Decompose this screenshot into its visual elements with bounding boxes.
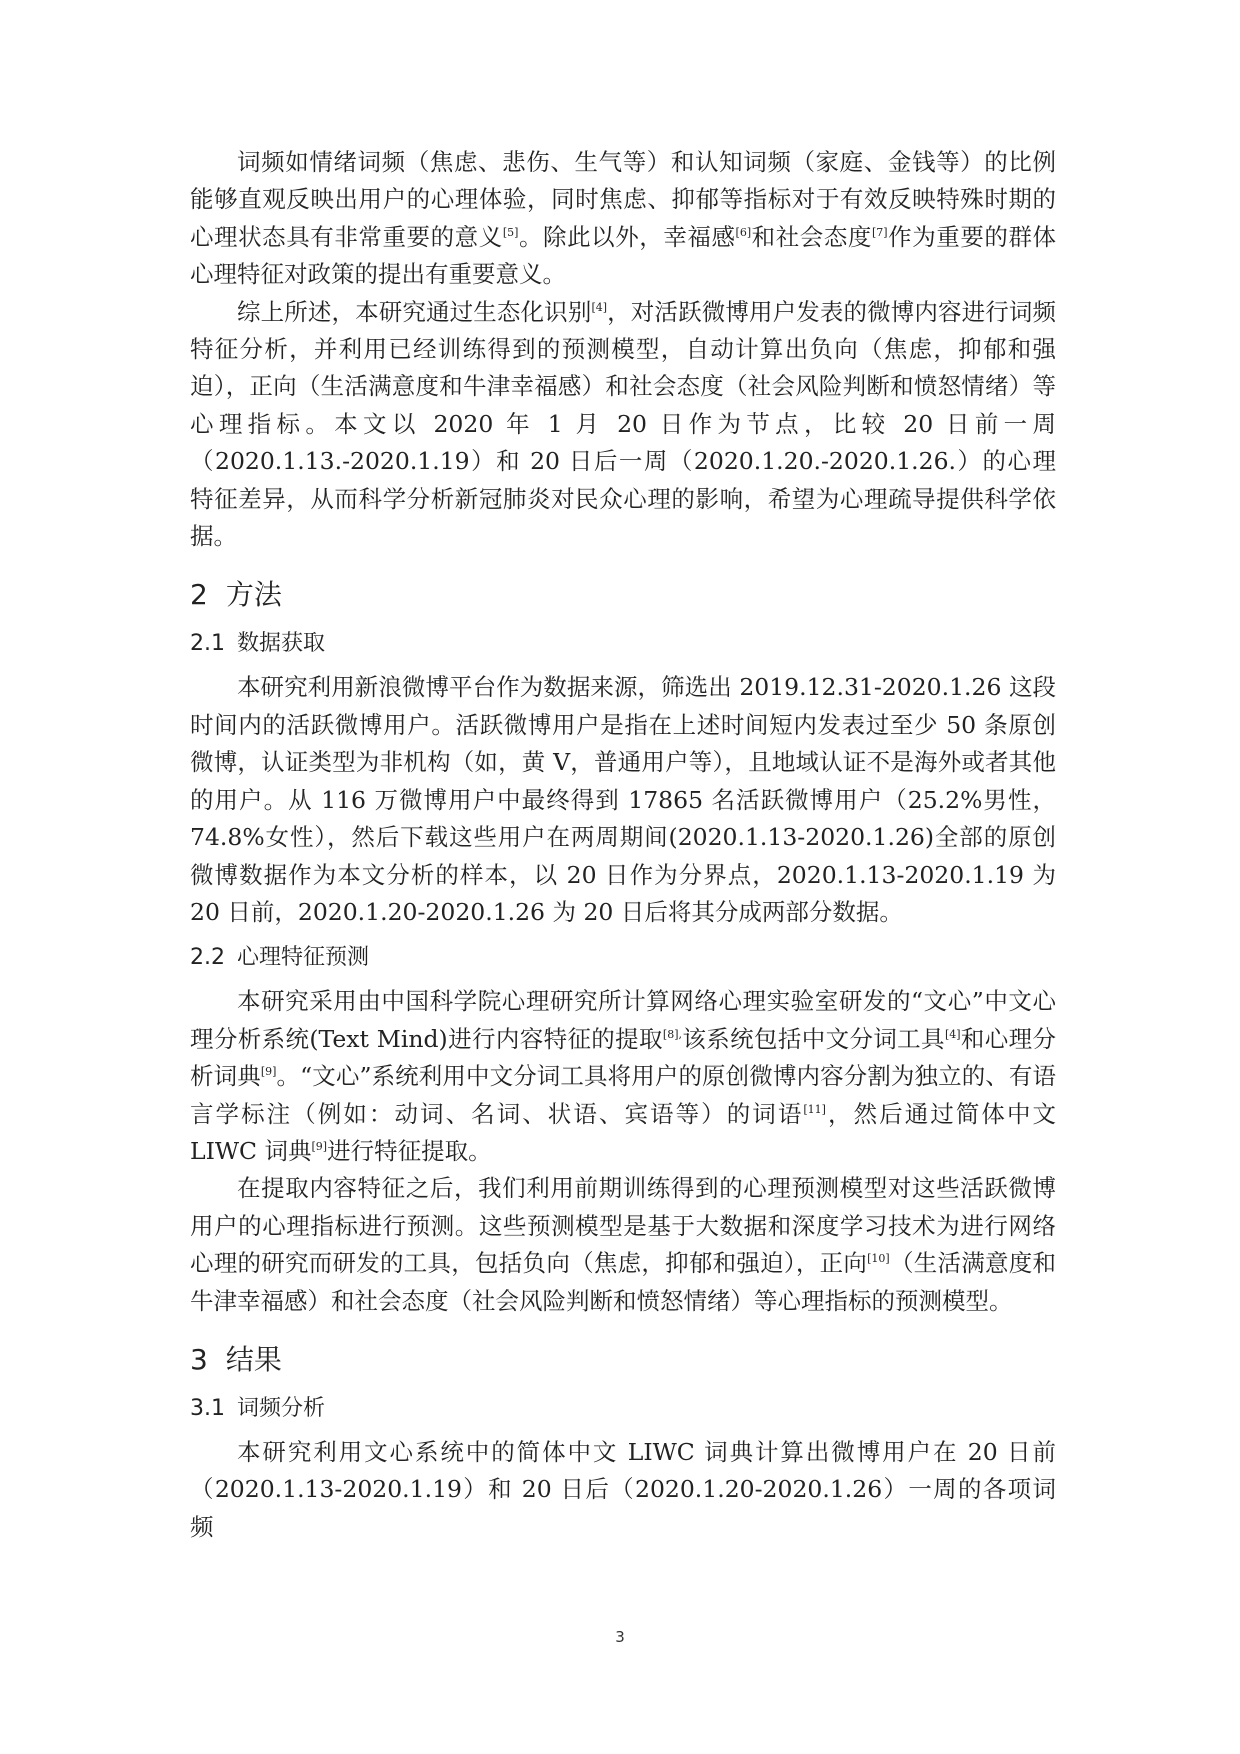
- paragraph-prediction-models: 在提取内容特征之后，我们利用前期训练得到的心理预测模型对这些活跃微博用户的心理指标进行预测。这些预测模型是基于大数据和深度学习技术为进行网络心理的研究而研发的工具，包括负向（焦虑，抑郁和强迫），正向[10]（生活满意度和牛津幸福感）和社会态度（社会风险判断和愤怒情绪）等心理指标的预测模型。: [190, 1174, 1056, 1315]
- citation: [4]: [944, 1027, 961, 1041]
- page-number: 3: [615, 1628, 625, 1646]
- citation: [6]: [735, 225, 752, 239]
- citation: [9]: [260, 1065, 277, 1079]
- citation: [9]: [311, 1140, 328, 1154]
- citation: [7]: [872, 225, 888, 239]
- citation: [10]: [867, 1252, 890, 1266]
- subsection-heading-psych-prediction: 2.2 心理特征预测: [190, 945, 370, 971]
- citation: [4]: [591, 300, 608, 314]
- section-heading-results: 3 结果: [190, 1342, 282, 1376]
- paragraph-summary: 综上所述，本研究通过生态化识别[4]，对活跃微博用户发表的微博内容进行词频特征分析，并利用已经训练得到的预测模型，自动计算出负向（焦虑，抑郁和强迫），正向（生活满意度和牛津幸福感）和社会态度（社会风险判断和愤怒情绪）等心理指标。本文以 2020 年 1 月 20 日作为节点，比较 20 日前一周（2020.1.13.-2020.1.19）和 20 日后一周（2020.1.20.-2020.1.26.）的心理特征差异，从而科学分析新冠肺炎对民众心理的影响，希望为心理疏导提供科学依据。: [190, 297, 1057, 551]
- citation: [5]: [502, 225, 519, 239]
- paragraph-data-acquisition: 本研究利用新浪微博平台作为数据来源，筛选出 2019.12.31-2020.1.26 这段时间内的活跃微博用户。活跃微博用户是指在上述时间短内发表过至少 50 条原创微博，认证类型为非机构（如，黄 V，普通用户等），且地域认证不是海外或者其他的用户。从 116 万微博用户中最终得到 17865 名活跃微博用户（25.2%男性，74.8%女性），然后下载这些用户在两周期间(2020.1.13-2020.1.26)全部的原创微博数据作为本文分析的样本，以 20 日作为分界点，2020.1.13-2020.1.19 为 20 日前，2020.1.20-2020.1.26 为 20 日后将其分成两部分数据。: [190, 673, 1056, 926]
- citation: [11]: [803, 1102, 826, 1116]
- citation: [8],: [662, 1027, 682, 1041]
- paragraph-text-mind: 本研究采用由中国科学院心理研究所计算网络心理实验室研发的“文心”中文心理分析系统(Text Mind)进行内容特征的提取$^{[8],}$该系统包括中文分词工具[4]和心理分析词典[9]。“文心”系统利用中文分词工具将用户的原创微博内容分割为独立的、有语言学标注（例如：动词、名词、状语、宾语等）的词语[11]，然后通过简体中文 LIWC 词典[9]进行特征提取。: [190, 987, 1057, 1165]
- body-content: [190, 144, 1056, 1546]
- subsection-heading-word-frequency: 3.1 词频分析: [190, 1395, 326, 1421]
- paragraph-word-frequency-intro: 词频如情绪词频（焦虑、悲伤、生气等）和认知词频（家庭、金钱等）的比例能够直观反映出用户的心理体验，同时焦虑、抑郁等指标对于有效反映特殊时期的心理状态具有非常重要的意义[5]。除此以外，幸福感[6]和社会态度[7]作为重要的群体心理特征对政策的提出有重要意义。: [190, 148, 1057, 289]
- section-heading-methods: 2 方法: [190, 578, 282, 612]
- paragraph-word-frequency-analysis: 本研究利用文心系统中的简体中文 LIWC 词典计算出微博用户在 20 日前（2020.1.13-2020.1.19）和 20 日后（2020.1.20-2020.1.26）一周的各项词频: [190, 1437, 1056, 1541]
- subsection-heading-data-acquisition: 2.1 数据获取: [190, 631, 326, 657]
